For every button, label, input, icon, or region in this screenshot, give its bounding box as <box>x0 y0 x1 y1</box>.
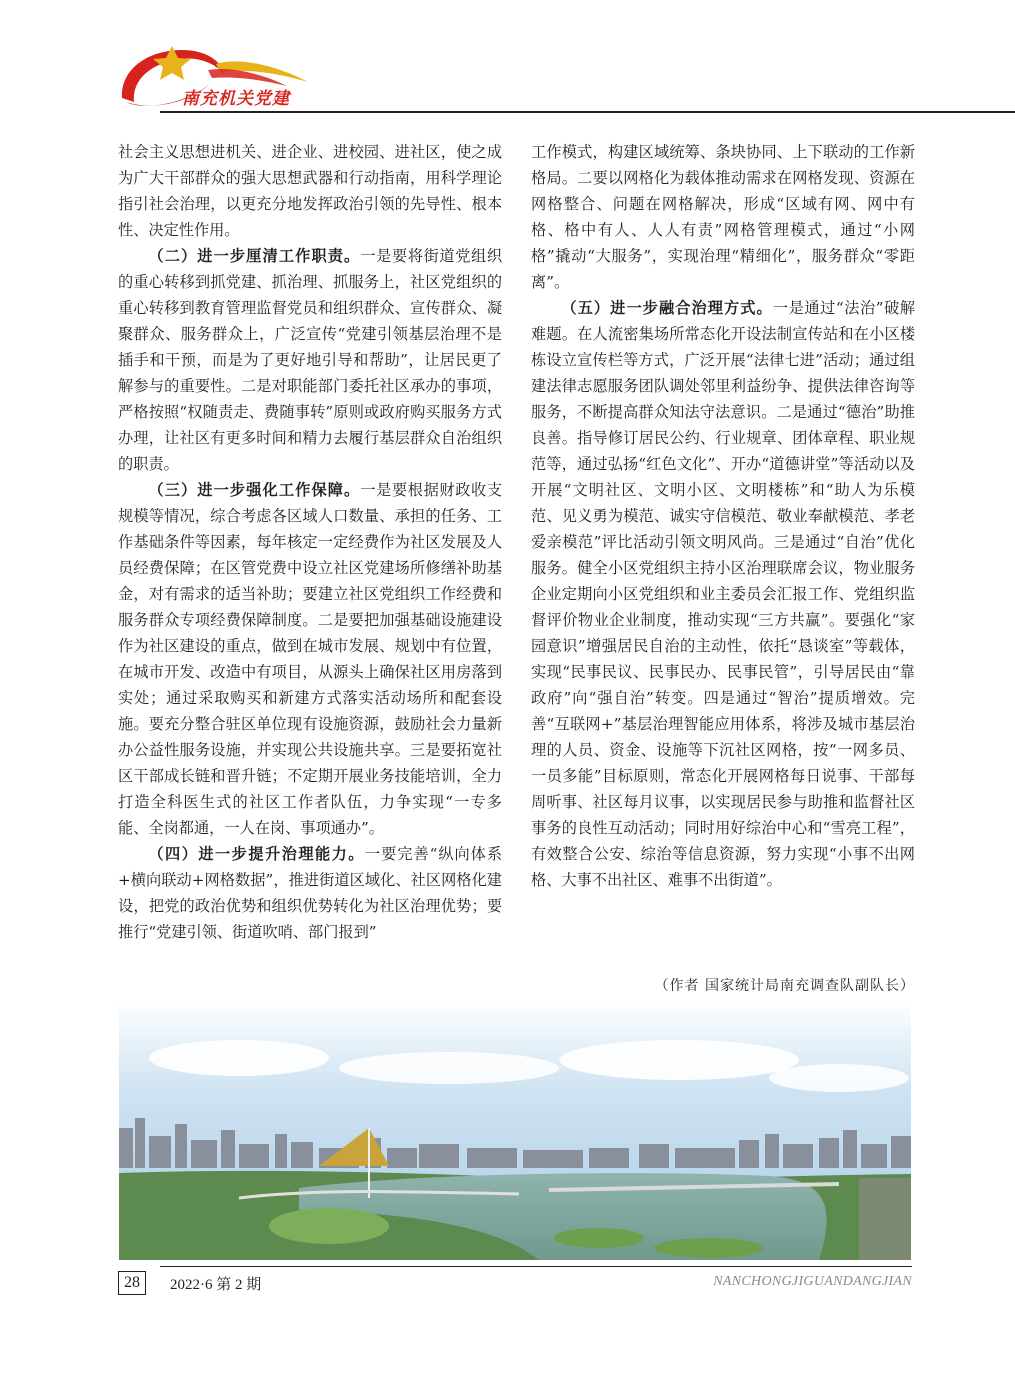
left-column <box>118 139 502 945</box>
section-heading: （五）进一步融合治理方式。 <box>561 299 773 317</box>
right-column <box>531 139 915 893</box>
paragraph-body: 一是要根据财政收支规模等情况，综合考虑各区域人口数量、承担的任务、工作基础条件等因素，每年核定一定经费作为社区发展及人员经费保障；在区管党费中设立社区党建场所修缮补助基金，对有需求的适当补助；要建立社区党组织工作经费和服务群众专项经费保障制度。二是要把加强基础设施建设作为社区建设的重点，做到在城市发展、规划中有位置，在城市开发、改造中有项目，从源头上确保社区用房落到实处；通过采取购买和新建方式落实活动场所和配套设施。要充分整合驻区单位现有设施资源，鼓励社会力量新办公益性服务设施，并实现公共设施共享。三是要拓宽社区干部成长链和晋升链；不定期开展业务技能培训，全力打造全科医生式的社区工作者队伍，力争实现“一专多能、全岗都通，一人在岗、事项通办”。 <box>118 481 503 837</box>
section-heading: （三）进一步强化工作保障。 <box>148 481 361 499</box>
paragraph-body: 一是通过“法治”破解难题。在人流密集场所常态化开设法制宣传站和在小区楼栋设立宣传栏等方式，广泛开展“法律七进”活动；通过组建法律志愿服务团队调处邻里利益纷争、提供法律咨询等服务，不断提高群众知法守法意识。二是通过“德治”助推良善。指导修订居民公约、行业规章、团体章程、职业规范等，通过弘扬“红色文化”、开办“道德讲堂”等活动以及开展“文明社区、文明小区、文明楼栋”和“助人为乐模范、见义勇为模范、诚实守信模范、敬业奉献模范、孝老爱亲模范”评比活动引领文明风尚。三是通过“自治”优化服务。健全小区党组织主持小区治理联席会议，物业服务企业定期向小区党组织和业主委员会汇报工作、党组织监督评价物业企业制度，推动实现“三方共赢”。要强化“家园意识”增强居民自治的主动性，依托“恳谈室”等载体，实现“民事民议、民事民办、民事民管”，引导居民由“靠政府”向“强自治”转变。四是通过“智治”提质增效。完善“互联网+”基层治理智能应用体系，将涉及城市基层治理的人员、资金、设施等下沉社区网格，按“一网多员、一员多能”目标原则，常态化开展网格每日说事、干部每周听事、社区每月议事，以实现居民参与助推和监督社区事务的良性互动活动；同时用好综治中心和“雪亮工程”，有效整合公安、综治等信息资源，努力实现“小事不出网格、大事不出社区、难事不出街道”。 <box>531 299 916 889</box>
journal-pinyin-name: NANCHONGJIGUANDANGJIAN <box>713 1274 912 1289</box>
section-heading: （四）进一步提升治理能力。 <box>148 845 365 863</box>
paragraph-body: 一要完善“纵向体系+横向联动+网格数据”，推进街道区域化、社区网格化建设，把党的政治优势和组织优势转化为社区治理优势；要推行“党建引领、街道吹哨、部门报到” <box>118 845 503 941</box>
paragraph <box>118 243 502 477</box>
city-river-aerial-photo-icon <box>119 998 911 1260</box>
masthead-title: 南充机关党建 <box>182 89 290 109</box>
paragraph: 工作模式，构建区域统筹、条块协同、上下联动的工作新格局。二要以网格化为载体推动需求在网格发现、资源在网格整合、问题在网格解决，形成“区域有网、网中有格、格中有人、人人有责”网格管理模式，通过“小网格”撬动“大服务”，实现治理“精细化”，服务群众“零距离”。 <box>531 143 915 291</box>
footer-rule <box>160 1266 912 1267</box>
paragraph: 社会主义思想进机关、进企业、进校园、进社区，使之成为广大干部群众的强大思想武器和行动指南，用科学理论指引社会治理，以更充分地发挥政治引领的先导性、根本性、决定性作用。 <box>118 143 502 239</box>
author-byline: （作者 国家统计局南充调查队副队长） <box>654 978 915 994</box>
issue-info: 2022·6 第 2 期 <box>170 1277 262 1293</box>
paragraph <box>531 295 915 893</box>
section-heading: （二）进一步厘清工作职责。 <box>148 247 361 265</box>
page-number: 28 <box>118 1271 146 1295</box>
paragraph-body: 一是要将街道党组织的重心转移到抓党建、抓治理、抓服务上，社区党组织的重心转移到教育管理监督党员和组织群众、宣传群众、凝聚群众、服务群众上，广泛宣传“党建引领基层治理不是插手和干预，而是为了更好地引导和帮助”，让居民更了解参与的重要性。二是对职能部门委托社区承办的事项，严格按照“权随责走、费随事转”原则或政府购买服务方式办理，让社区有更多时间和精力去履行基层群众自治组织的职责。 <box>118 247 503 473</box>
paragraph <box>118 841 502 945</box>
header-rule <box>160 111 1015 113</box>
paragraph <box>118 477 502 841</box>
